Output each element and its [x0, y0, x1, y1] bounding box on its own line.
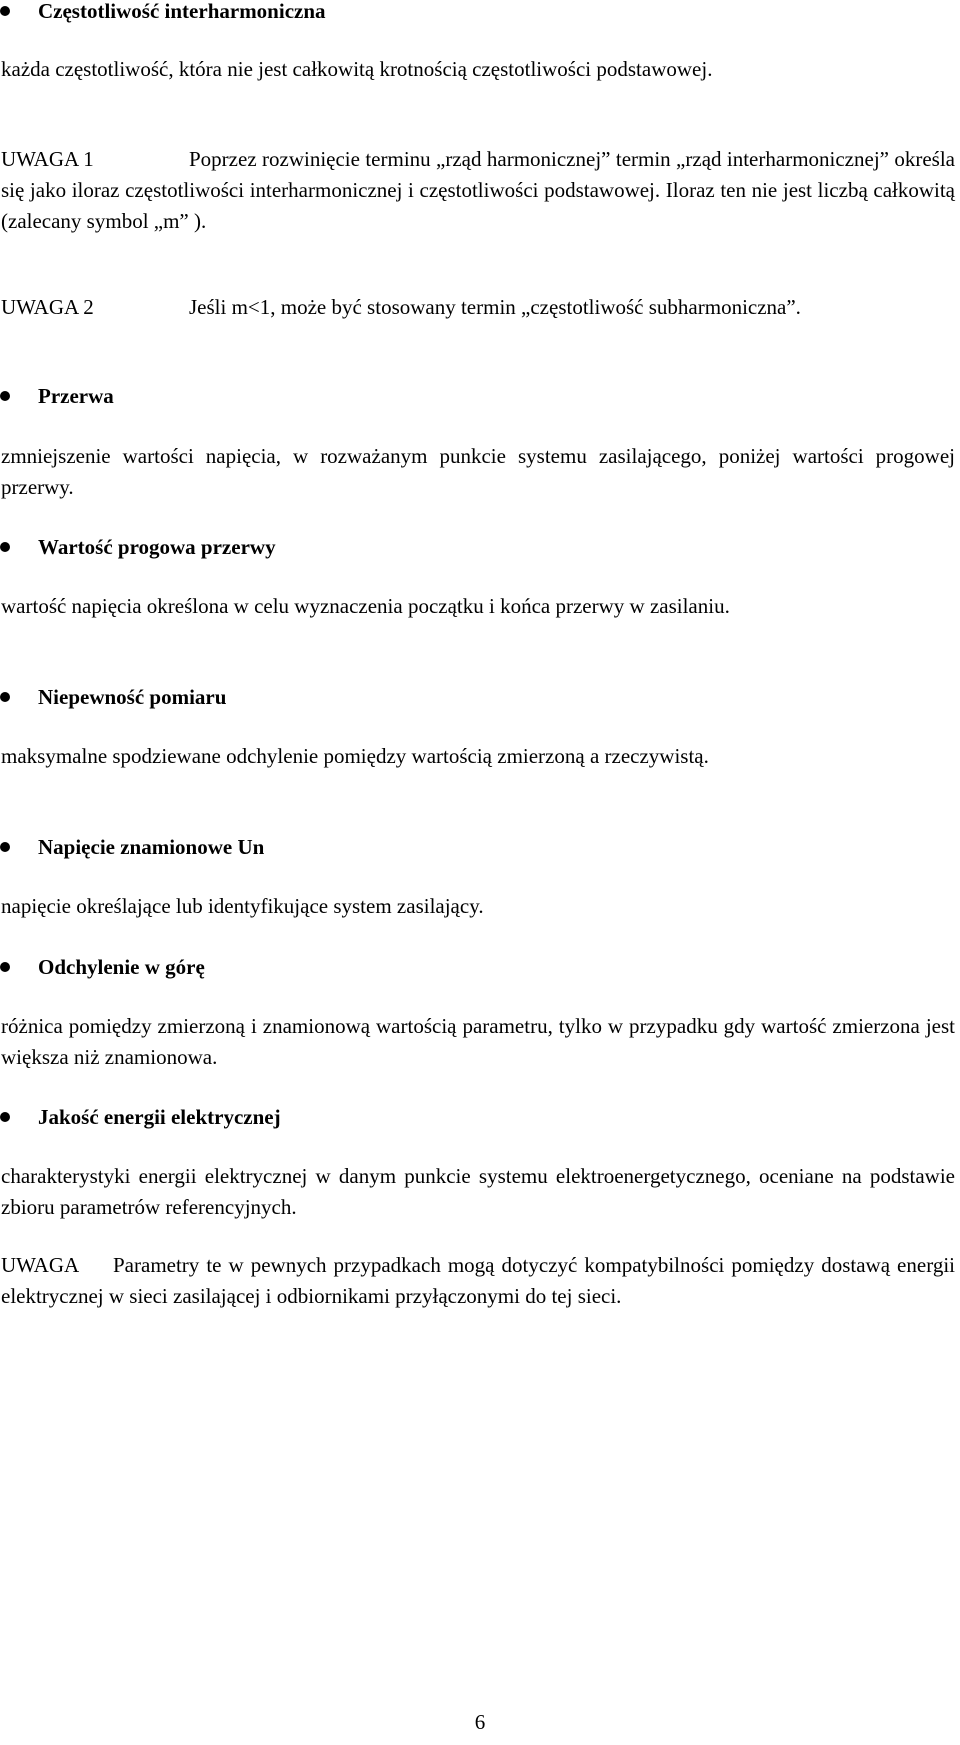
term-title: Jakość energii elektrycznej	[38, 1105, 281, 1129]
note-text: Jeśli m<1, może być stosowany termin „częstotliwość subharmoniczna”.	[189, 295, 801, 319]
term-title: Częstotliwość interharmoniczna	[38, 0, 326, 23]
term-title: Przerwa	[38, 384, 114, 408]
note	[1, 144, 955, 237]
term-definition: każda częstotliwość, która nie jest całkowitą krotnością częstotliwości podstawowej.	[1, 57, 713, 81]
bullet-icon	[0, 391, 10, 401]
note-label: UWAGA	[1, 1253, 80, 1277]
bullet-icon	[0, 6, 10, 16]
term-heading	[0, 381, 955, 412]
note-text: Parametry te w pewnych przypadkach mogą dotyczyć kompatybilności pomiędzy dostawą energii elektrycznej w sieci zasilającej i odbiornikami przyłączonymi do tej sieci.	[1, 1253, 955, 1308]
note	[1, 292, 955, 323]
term-heading	[0, 832, 955, 863]
term-definition: wartość napięcia określona w celu wyznaczenia początku i końca przerwy w zasilaniu.	[1, 594, 730, 618]
bullet-icon	[0, 842, 10, 852]
term-title: Niepewność pomiaru	[38, 685, 227, 709]
note-text: Poprzez rozwinięcie terminu „rząd harmonicznej” termin „rząd interharmonicznej” określa się jako iloraz częstotliwości interharmonicznej i częstotliwości podstawowej. Iloraz ten nie jest liczbą całkowitą (zalecany symbol „m” ).	[1, 147, 955, 233]
term-heading	[0, 0, 955, 27]
term-heading	[0, 532, 955, 563]
term-heading	[0, 1102, 955, 1133]
term-heading	[0, 952, 955, 983]
term-definition: zmniejszenie wartości napięcia, w rozważanym punkcie systemu zasilającego, poniżej wartości progowej przerwy.	[1, 444, 955, 499]
bullet-icon	[0, 1112, 10, 1122]
term-definition: maksymalne spodziewane odchylenie pomiędzy wartością zmierzoną a rzeczywistą.	[1, 744, 709, 768]
term-title: Napięcie znamionowe Un	[38, 835, 265, 859]
bullet-icon	[0, 962, 10, 972]
page-number: 6	[474, 1710, 486, 1734]
bullet-icon	[0, 692, 10, 702]
note	[1, 1250, 955, 1312]
term-definition: napięcie określające lub identyfikujące system zasilający.	[1, 894, 484, 918]
note-label: UWAGA 2	[1, 295, 94, 319]
term-definition: charakterystyki energii elektrycznej w danym punkcie systemu elektroenergetycznego, oceniane na podstawie zbioru parametrów referencyjnych.	[1, 1164, 955, 1219]
term-definition: różnica pomiędzy zmierzoną i znamionową wartością parametru, tylko w przypadku gdy wartość zmierzona jest większa niż znamionowa.	[1, 1014, 955, 1069]
term-title: Odchylenie w górę	[38, 955, 205, 979]
term-heading	[0, 682, 955, 713]
bullet-icon	[0, 542, 10, 552]
term-title: Wartość progowa przerwy	[38, 535, 276, 559]
note-label: UWAGA 1	[1, 147, 94, 171]
